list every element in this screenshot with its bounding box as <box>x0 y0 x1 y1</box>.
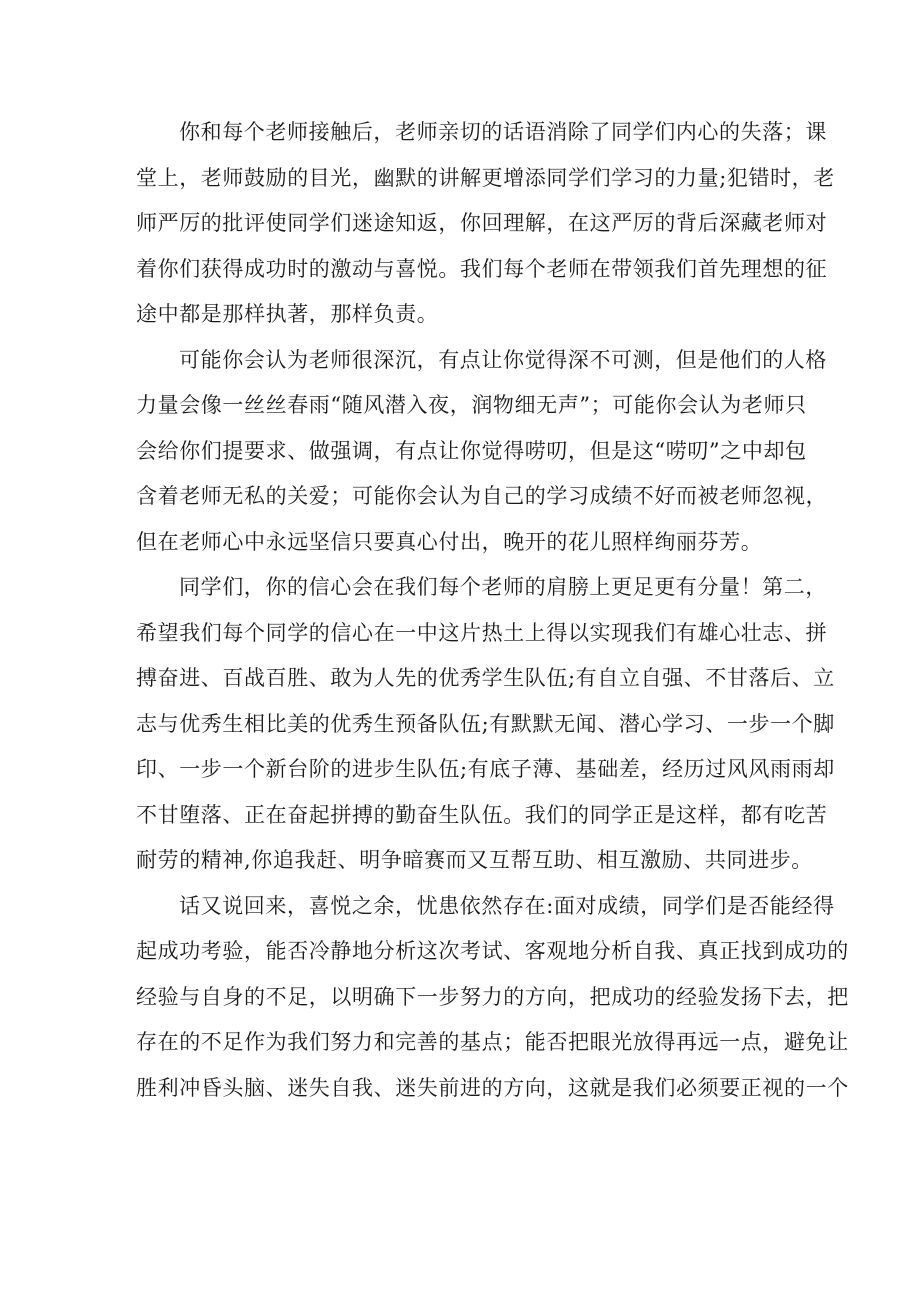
paragraph-4 <box>136 884 849 1112</box>
paragraph-line: 师严厉的批评使同学们迷途知返，你回理解，在这严厉的背后深藏老师对 <box>136 211 828 235</box>
paragraph-line: 堂上，老师鼓励的目光，幽默的讲解更增添同学们学习的力量;犯错时，老 <box>136 165 835 190</box>
paragraph-line: 志与优秀生相比美的优秀生预备队伍;有默默无闻、潜心学习、一步一个脚 <box>136 711 835 736</box>
paragraph-line: 你和每个老师接触后，老师亲切的话语消除了同学们内心的失落；课 <box>179 120 827 144</box>
paragraph-line: 印、一步一个新台阶的进步生队伍;有底子薄、基础差，经历过风风雨雨却 <box>136 757 835 781</box>
paragraph-line: 胜利冲昏头脑、迷失自我、迷失前进的方向，这就是我们必须要正视的一个 <box>136 1075 849 1100</box>
paragraph-line: 不甘堕落、正在奋起拼搏的勤奋生队伍。我们的同学正是这样，都有吃苦 <box>136 802 828 827</box>
paragraph-line: 起成功考验，能否冷静地分析这次考试、客观地分析自我、真正找到成功的 <box>136 939 849 963</box>
paragraph-2 <box>136 338 828 566</box>
paragraph-line: 希望我们每个同学的信心在一中这片热土上得以实现我们有雄心壮志、拼 <box>136 620 828 645</box>
paragraph-line: 话又说回来，喜悦之余，忧患依然存在:面对成绩，同学们是否能经得 <box>179 893 835 918</box>
paragraph-3 <box>136 565 835 884</box>
paragraph-line: 存在的不足作为我们努力和完善的基点；能否把眼光放得再远一点，避免让 <box>136 1030 849 1054</box>
paragraph-line: 含着老师无私的关爱；可能你会认为自己的学习成绩不好而被老师忽视， <box>136 484 828 508</box>
paragraph-line: 着你们获得成功时的激动与喜悦。我们每个老师在带领我们首先理想的征 <box>136 256 828 281</box>
paragraph-line: 但在老师心中永远坚信只要真心付出，晚开的花儿照样绚丽芬芳。 <box>136 529 763 554</box>
paragraph-line: 同学们，你的信心会在我们每个老师的肩膀上更足更有分量！第二， <box>179 575 827 599</box>
paragraph-line: 耐劳的精神,你追我赶、明争暗赛而又互帮互助、相互激励、共同进步。 <box>136 848 813 872</box>
paragraph-line: 会给你们提要求、做强调，有点让你觉得唠叨，但是这“唠叨”之中却包 <box>136 438 807 463</box>
paragraph-line: 经验与自身的不足，以明确下一步努力的方向，把成功的经验发扬下去，把 <box>136 984 849 1009</box>
paragraph-line: 搏奋进、百战百胜、敢为人先的优秀学生队伍;有自立自强、不甘落后、立 <box>136 666 835 690</box>
paragraph-line: 途中都是那样执著，那样负责。 <box>136 302 439 326</box>
paragraph-1 <box>136 110 835 338</box>
paragraph-line: 力量会像一丝丝春雨“随风潜入夜，润物细无声”；可能你会认为老师只 <box>136 393 807 417</box>
document-body <box>136 110 849 1111</box>
paragraph-line: 可能你会认为老师很深沉，有点让你觉得深不可测，但是他们的人格 <box>179 347 827 372</box>
